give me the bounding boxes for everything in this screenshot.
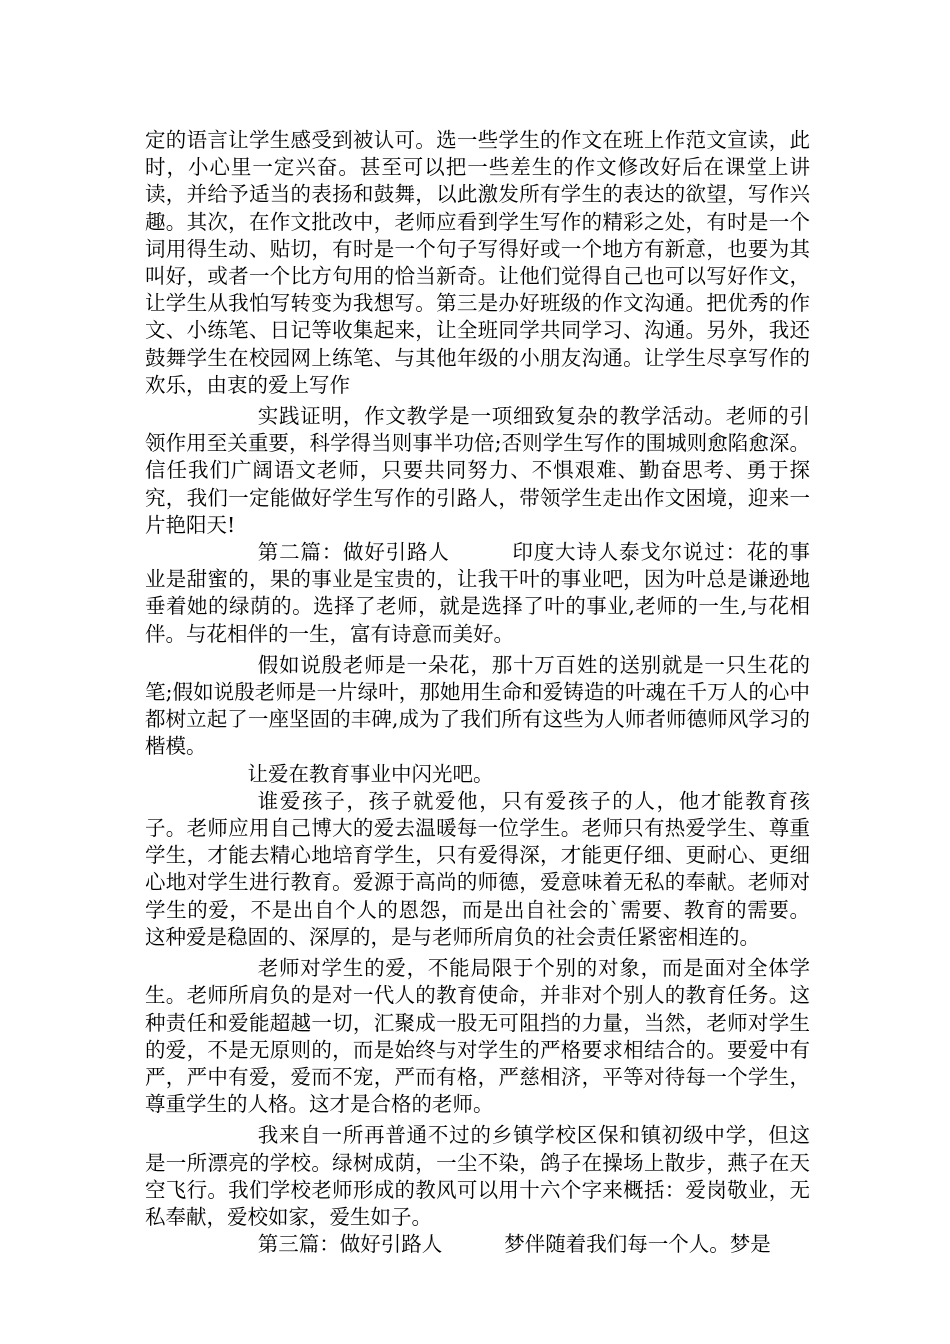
paragraph-2: 实践证明，作文教学是一项细致复杂的教学活动。老师的引领作用至关重要，科学得当则事半功倍;否则学生写作的围城则愈陷愈深。信任我们广阔语文老师，只要共同努力、不惧艰难、勤奋思考、勇于探究，我们一定能做好学生写作的引路人，带领学生走出作文困境，迎来一片艳阳天! [145, 404, 810, 537]
paragraph-3 [145, 539, 810, 648]
paragraph-9 [145, 1231, 810, 1258]
document-body [145, 127, 810, 1258]
section-heading-2: 第二篇：做好引路人 [257, 540, 450, 565]
paragraph-9-text: 梦伴随着我们每一个人。梦是 [504, 1232, 771, 1257]
paragraph-8: 我来自一所再普通不过的乡镇学校区保和镇初级中学，但这是一所漂亮的学校。绿树成荫，一尘不染，鸽子在操场上散步，燕子在天空飞行。我们学校老师形成的教风可以用十六个字来概括：爱岗敬业，无私奉献，爱校如家，爱生如子。 [145, 1123, 810, 1229]
paragraph-5: 让爱在教育事业中闪光吧。 [247, 761, 494, 786]
paragraph-4: 假如说殷老师是一朵花，那十万百姓的送别就是一只生花的笔;假如说殷老师是一片绿叶，那她用生命和爱铸造的叶魂在千万人的心中都树立起了一座坚固的丰碑,成为了我们所有这些为人师者师德师风学习的楷模。 [145, 652, 810, 759]
section-heading-3: 第三篇：做好引路人 [257, 1232, 443, 1257]
paragraph-7: 老师对学生的爱，不能局限于个别的对象，而是面对全体学生。老师所肩负的是对一代人的教育使命，并非对个别人的教育任务。这种责任和爱能超越一切，汇聚成一股无可阻挡的力量，当然，老师对学生的爱，不是无原则的，而是始终与对学生的严格要求相结合的。要爱中有严，严中有爱，爱而不宠，严而有格，严慈相济，平等对待每一个学生，尊重学生的人格。这才是合格的老师。 [145, 956, 810, 1117]
paragraph-3-text: 印度大诗人泰戈尔说过：花的事业是甜蜜的，果的事业是宝贵的，让我干叶的事业吧，因为叶总是谦逊地垂着她的绿荫的。选择了老师，就是选择了叶的事业,老师的一生,与花相伴。与花相伴的一生，富有诗意而美好。 [145, 540, 811, 646]
paragraph-6: 谁爱孩子，孩子就爱他，只有爱孩子的人，他才能教育孩子。老师应用自己博大的爱去温暖每一位学生。老师只有热爱学生、尊重学生，才能去精心地培育学生，只有爱得深，才能更仔细、更耐心、更细心地对学生进行教育。爱源于高尚的师德，爱意味着无私的奉献。老师对学生的爱，不是出自个人的恩怨，而是出自社会的`需要、教育的需要。这种爱是稳固的、深厚的，是与老师所肩负的社会责任紧密相连的。 [145, 788, 810, 949]
paragraph-1: 定的语言让学生感受到被认可。选一些学生的作文在班上作范文宣读，此时，小心里一定兴奋。甚至可以把一些差生的作文修改好后在课堂上讲读，并给予适当的表扬和鼓舞，以此激发所有学生的表达的欲望，写作兴趣。其次，在作文批改中，老师应看到学生写作的精彩之处，有时是一个词用得生动、贴切，有时是一个句子写得好或一个地方有新意，也要为其叫好，或者一个比方句用的恰当新奇。让他们觉得自己也可以写好作文，让学生从我怕写转变为我想写。第三是办好班级的作文沟通。把优秀的作文、小练笔、日记等收集起来，让全班同学共同学习、沟通。另外，我还鼓舞学生在校园网上练笔、与其他年级的小朋友沟通。让学生尽享写作的欢乐，由衷的爱上写作 [145, 128, 810, 397]
